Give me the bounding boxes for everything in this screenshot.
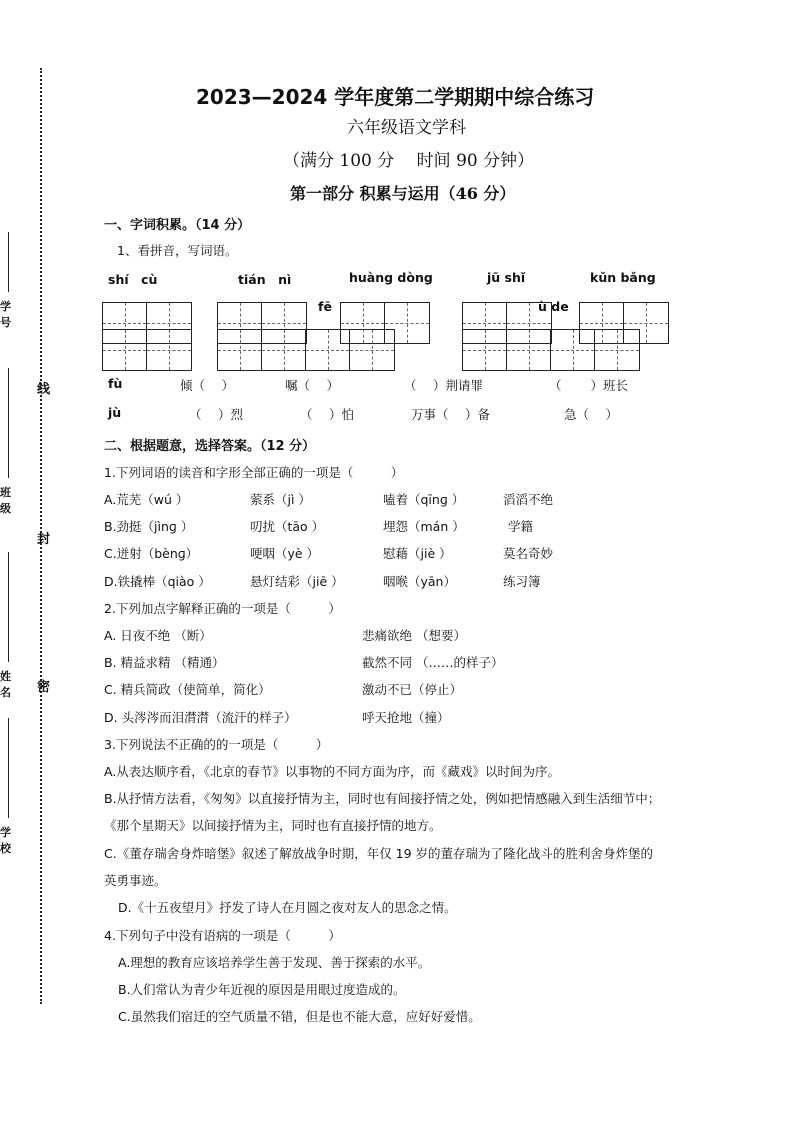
binding-char-seal: 封 bbox=[37, 532, 51, 547]
pinyin-1: shí cù bbox=[108, 272, 158, 287]
q2-option[interactable]: C. 精兵简政（使简单，简化） bbox=[104, 682, 271, 697]
class-label: 班级 bbox=[0, 486, 11, 515]
exam-title: 2023—2024 学年度第二学期期中综合练习 bbox=[196, 85, 595, 109]
q4-option-a[interactable]: A.理想的教育应该培养学生善于发现、善于探索的水平。 bbox=[118, 955, 431, 970]
q1-word: 练习簿 bbox=[503, 574, 541, 589]
q4-stem: 4.下列句子中没有语病的一项是（ ） bbox=[104, 928, 341, 943]
writing-grid[interactable] bbox=[462, 329, 640, 371]
q2-option[interactable]: A. 日夜不绝 （断） bbox=[104, 628, 212, 643]
q2-word: 呼天抢地（撞） bbox=[362, 710, 450, 725]
school-underline bbox=[8, 718, 9, 818]
q1-word: 慰藉（jiè ） bbox=[383, 546, 452, 561]
q1-word: 滔滔不绝 bbox=[503, 492, 554, 507]
fill-row1-item[interactable]: （ ）荆请罪 bbox=[404, 378, 483, 393]
q3-option-b-cont: 《那个星期天》以间接抒情为主，同时也有直接抒情的地方。 bbox=[104, 818, 442, 833]
q1-word: 埋怨（mán ） bbox=[383, 519, 465, 534]
q4-option-b[interactable]: B.人们常认为青少年近视的原因是用眼过度造成的。 bbox=[118, 982, 406, 997]
q3-option-a[interactable]: A.从表达顺序看，《北京的春节》以事物的不同方面为序，而《藏戏》以时间为序。 bbox=[104, 764, 561, 779]
q1-word: 萦系（jì ） bbox=[250, 492, 311, 507]
fill-row2-item[interactable]: 万事（ ）备 bbox=[411, 407, 490, 422]
q1-option[interactable]: B.劲挺（jìnɡ ） bbox=[104, 519, 194, 534]
q1-option[interactable]: A.荒芜（wú ） bbox=[104, 492, 189, 507]
student-number-underline bbox=[8, 232, 9, 292]
q1-word: 哽咽（yè ） bbox=[250, 546, 320, 561]
q1-option[interactable]: D.铁撬棒（qiào ） bbox=[104, 574, 211, 589]
q3-option-c[interactable]: C.《董存瑞舍身炸暗堡》叙述了解放战争时期，年仅 19 岁的董存瑞为了隆化战斗的胜利舍身炸堡的 bbox=[104, 846, 654, 861]
fill-row2-pinyin: jù bbox=[108, 405, 122, 420]
pinyin-4: jū shǐ bbox=[487, 270, 526, 285]
q4-option-c[interactable]: C.虽然我们宿迁的空气质量不错，但是也不能大意，应好好爱惜。 bbox=[118, 1009, 481, 1024]
writing-grid[interactable] bbox=[102, 329, 192, 371]
pinyin-3: huàng dòng bbox=[349, 270, 433, 285]
q1-word: 叨扰（tāo ） bbox=[250, 519, 325, 534]
q3-option-d[interactable]: D.《十五夜望月》抒发了诗人在月圆之夜对友人的思念之情。 bbox=[118, 900, 457, 915]
q1-word: 悬灯结彩（jiē ） bbox=[250, 574, 344, 589]
school-label: 学校 bbox=[0, 826, 11, 855]
class-underline bbox=[8, 368, 9, 478]
name-underline bbox=[8, 552, 9, 662]
fill-row1-pinyin: fù bbox=[108, 376, 123, 391]
pinyin-5: kǔn bǎng bbox=[590, 270, 656, 285]
q2-word: 截然不同 （……的样子） bbox=[362, 655, 504, 670]
section-two-heading: 二、根据题意，选择答案。（12 分） bbox=[104, 439, 316, 454]
q1-option[interactable]: C.迸射（bènɡ） bbox=[104, 546, 199, 561]
fill-row2-item[interactable]: 急（ ） bbox=[564, 407, 618, 422]
pinyin-2: tián nì bbox=[238, 272, 292, 287]
pinyin-6: fē bbox=[318, 299, 332, 314]
q1-stem: 1.下列词语的读音和字形全部正确的一项是（ ） bbox=[104, 465, 404, 480]
q1-word: 咽喉（yān） bbox=[383, 574, 456, 589]
q3-option-b[interactable]: B.从抒情方法看，《匆匆》以直接抒情为主，同时也有间接抒情之处，例如把情感融入到生活细节中； bbox=[104, 791, 661, 806]
fill-row1-item[interactable]: （ ）班长 bbox=[549, 378, 628, 393]
name-label: 姓名 bbox=[0, 670, 11, 699]
q2-stem: 2.下列加点字解释正确的一项是（ ） bbox=[104, 601, 341, 616]
subject-title: 六年级语文学科 bbox=[347, 118, 466, 138]
part-one-heading: 第一部分 积累与运用（46 分） bbox=[290, 184, 516, 203]
q3-stem: 3.下列说法不正确的的一项是（ ） bbox=[104, 737, 329, 752]
q1-word: 莫名奇妙 bbox=[503, 546, 554, 561]
q2-word: 激动不已（停止） bbox=[362, 682, 463, 697]
fill-row2-item[interactable]: （ ）烈 bbox=[189, 407, 243, 422]
pinyin-7: ù de bbox=[538, 299, 569, 314]
fill-row2-item[interactable]: （ ）怕 bbox=[300, 407, 354, 422]
fill-row1-item[interactable]: 倾（ ） bbox=[180, 378, 234, 393]
q2-option[interactable]: D. 头涔涔而泪潸潸（流汗的样子） bbox=[104, 710, 297, 725]
binding-char-secret: 密 bbox=[37, 680, 51, 695]
binding-char-line: 线 bbox=[37, 382, 51, 397]
q1-word: 嗑着（qīnɡ ） bbox=[383, 492, 465, 507]
q1-word: 学籍 bbox=[508, 519, 534, 534]
fill-row1-item[interactable]: 嘱（ ） bbox=[285, 378, 339, 393]
q2-option[interactable]: B. 精益求精 （精通） bbox=[104, 655, 225, 670]
student-number-label: 学号 bbox=[0, 300, 11, 329]
q3-option-c-cont: 英勇事迹。 bbox=[104, 873, 167, 888]
section-one-heading: 一、字词积累。（14 分） bbox=[104, 218, 251, 233]
writing-grid[interactable] bbox=[217, 329, 395, 371]
question-1-label: 1、看拼音，写词语。 bbox=[117, 243, 238, 258]
q2-word: 悲痛欲绝 （想要） bbox=[362, 628, 466, 643]
exam-info: （满分 100 分 时间 90 分钟） bbox=[283, 151, 535, 171]
